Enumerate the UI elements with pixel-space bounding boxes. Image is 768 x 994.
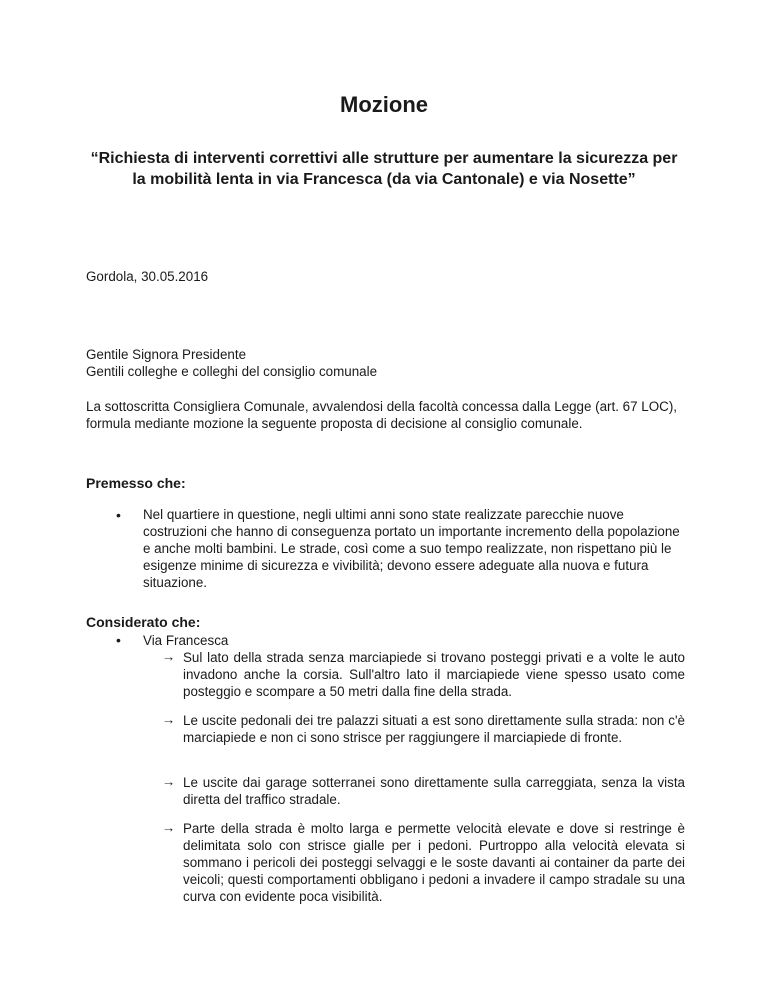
arrow-icon: → bbox=[162, 774, 176, 789]
considerato-item: Le uscite pedonali dei tre palazzi situati a est sono direttamente sulla strada: non c'è marciapiede e non ci sono strisce per raggiungere il marciapiede di fronte. bbox=[183, 713, 685, 745]
arrow-icon: → bbox=[162, 712, 176, 727]
considerato-item: Sul lato della strada senza marciapiede si trovano posteggi privati e a volte le auto invadono anche la corsia. Sull'altro lato il marciapiede viene spesso usato come posteggio e scompare a 50 metri dalla fine della strada. bbox=[183, 650, 685, 699]
document-subtitle: “Richiesta di interventi correttivi alle strutture per aumentare la sicurezza per la mobilità lenta in via Francesca (da via Cantonale) e via Nosette” bbox=[90, 150, 678, 188]
document-title: Mozione bbox=[340, 92, 428, 117]
bullet-icon: • bbox=[116, 507, 121, 523]
considerato-heading: Considerato che: bbox=[86, 614, 201, 630]
greeting-line-2: Gentili colleghe e colleghi del consiglio comunale bbox=[86, 364, 378, 379]
intro-paragraph: La sottoscritta Consigliera Comunale, avvalendosi della facoltà concessa dalla Legge (art. 67 LOC), formula mediante mozione la seguente proposta di decisione al consiglio comunale. bbox=[86, 399, 677, 431]
greeting-line-1: Gentile Signora Presidente bbox=[86, 347, 247, 362]
considerato-item: Parte della strada è molto larga e permette velocità elevate e dove si restringe è delimitata solo con strisce gialle per i pedoni. Purtroppo alla velocità elevata si sommano i pericoli dei posteggi selvaggi e le soste davanti ai container da parte dei veicoli; questi comportamenti obbligano i pedoni a invadere il campo stradale su una curva con evidente poca visibilità. bbox=[183, 821, 685, 904]
street-label: Via Francesca bbox=[143, 633, 229, 648]
considerato-item: Le uscite dai garage sotterranei sono direttamente sulla carreggiata, senza la vista diretta del traffico stradale. bbox=[183, 775, 685, 807]
date-line: Gordola, 30.05.2016 bbox=[86, 269, 209, 284]
premesso-heading: Premesso che: bbox=[86, 475, 186, 491]
arrow-icon: → bbox=[162, 820, 176, 835]
arrow-icon: → bbox=[162, 649, 176, 664]
premesso-text: Nel quartiere in questione, negli ultimi anni sono state realizzate parecchie nuove costruzioni che hanno di conseguenza portato un importante incremento della popolazione e anche molti bambini. Le strade, così come a suo tempo realizzate, non rispettano più le esigenze minime di sicurezza e vivibilità; devono essere adeguate alla nuova e futura situazione. bbox=[143, 507, 680, 590]
bullet-icon: • bbox=[116, 632, 121, 648]
greeting bbox=[86, 346, 377, 380]
